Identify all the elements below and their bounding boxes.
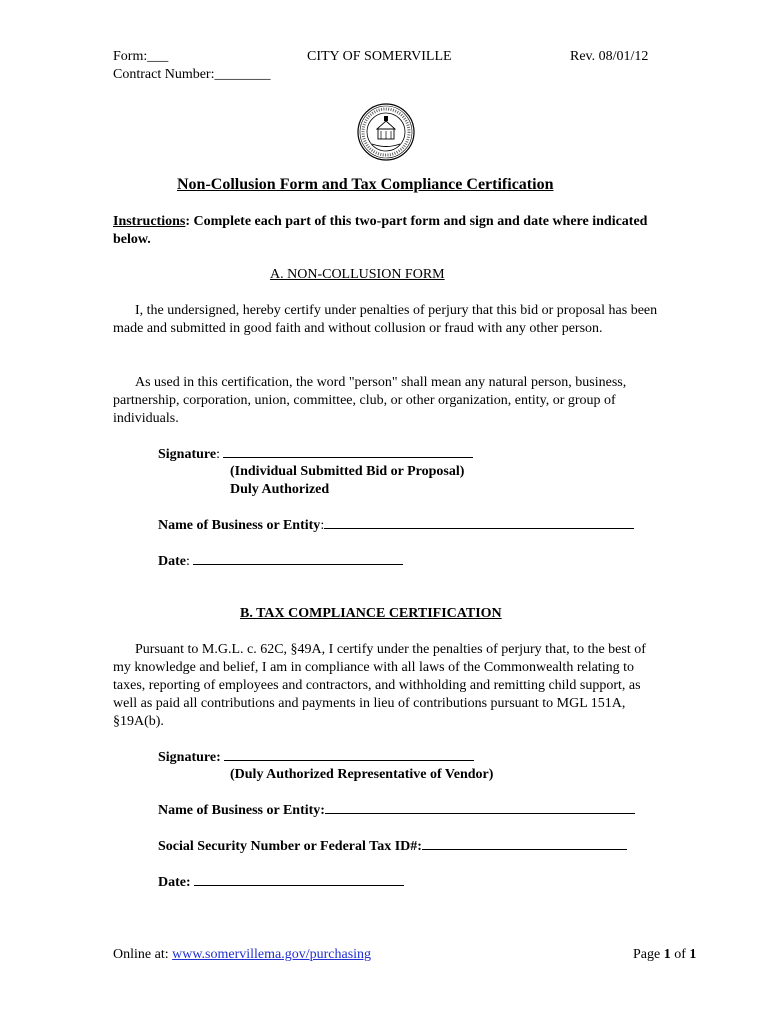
section-b-heading: B. TAX COMPLIANCE CERTIFICATION <box>240 606 502 621</box>
business-a-field[interactable] <box>324 516 634 529</box>
form-number-label: Form:___ <box>113 49 169 64</box>
business-b-label: Name of Business or Entity: <box>158 803 325 818</box>
city-seal-icon <box>356 102 416 162</box>
date-a-field[interactable] <box>193 552 403 565</box>
revision-date: Rev. 08/01/12 <box>570 49 649 64</box>
date-a-row: Date: <box>158 552 403 571</box>
business-a-row: Name of Business or Entity: <box>158 516 634 535</box>
signature-a-label: Signature <box>158 447 217 462</box>
signature-b-field[interactable] <box>224 748 474 761</box>
ssn-label: Social Security Number or Federal Tax ID#: <box>158 839 422 854</box>
business-b-field[interactable] <box>325 801 635 814</box>
business-b-row <box>158 801 635 820</box>
page-title: Non-Collusion Form and Tax Compliance Certification <box>177 176 554 193</box>
footer-online-label: Online at: <box>113 947 173 962</box>
non-collusion-paragraph-2: As used in this certification, the word "person" shall mean any natural person, business, partnership, corporation, union, committee, club, or other organization, entity, or group of individuals. <box>113 375 627 426</box>
signature-b-row <box>158 748 474 767</box>
instructions <box>113 213 661 249</box>
signature-a-row: Signature: <box>158 445 473 464</box>
date-b-row <box>158 873 404 892</box>
date-b-label: Date: <box>158 875 191 890</box>
purchasing-link[interactable]: www.somervillema.gov/purchasing <box>172 947 372 962</box>
footer-online <box>113 946 371 964</box>
instructions-label: Instructions <box>113 214 186 229</box>
signature-a-sub1: (Individual Submitted Bid or Proposal) <box>230 464 465 479</box>
date-b-field[interactable] <box>194 873 404 886</box>
signature-b-sub: (Duly Authorized Representative of Vendor) <box>230 767 494 782</box>
city-name: CITY OF SOMERVILLE <box>307 49 452 64</box>
signature-a-field[interactable] <box>223 445 473 458</box>
non-collusion-paragraph-1: I, the undersigned, hereby certify under penalties of perjury that this bid or proposal has been made and submitted in good faith and without collusion or fraud with any other person. <box>113 303 658 336</box>
section-a-heading: A. NON-COLLUSION FORM <box>270 267 445 282</box>
contract-number-label: Contract Number:________ <box>113 67 271 82</box>
ssn-row <box>158 837 627 856</box>
date-a-label: Date <box>158 554 186 569</box>
page-number: Page 1 of 1 <box>633 947 697 962</box>
instructions-text: : Complete each part of this two-part form and sign and date where indicated below. <box>113 214 648 247</box>
signature-b-label: Signature: <box>158 750 221 765</box>
signature-a-sub2: Duly Authorized <box>230 482 330 497</box>
business-a-label: Name of Business or Entity <box>158 518 321 533</box>
tax-compliance-paragraph: Pursuant to M.G.L. c. 62C, §49A, I certify under the penalties of perjury that, to the best of my knowledge and belief, I am in compliance with all laws of the Commonwealth relating to taxes, reporting of employees and contractors, and withholding and remitting child support, as well as paid all contributions and payments in lieu of contributions pursuant to MGL 151A, §19A(b). <box>113 642 646 729</box>
ssn-field[interactable] <box>422 837 627 850</box>
